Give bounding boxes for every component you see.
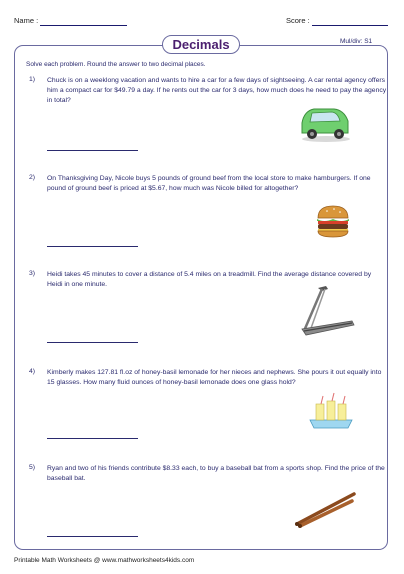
question-text: Kimberly makes 127.81 fl.oz of honey-basil lemonade for her nieces and nephews. She pours it out equally into 15 glasses. How many fluid ounces of honey-basil lemonade does one glass hold? — [47, 369, 382, 386]
car-icon — [298, 105, 352, 143]
answer-line — [47, 438, 138, 439]
treadmill-icon — [298, 285, 356, 337]
question-text: Chuck is on a weeklong vacation and wants to hire a car for a few days of sightseeing. A car rental agency offers him a compact car for $49.79 a day. If he rents out the car for 3 days, how much does he need to pay the agency in total? — [47, 77, 387, 104]
question-number: 2) — [29, 174, 36, 181]
worksheet-code: Mul/div: S1 — [340, 38, 373, 45]
question-text: Ryan and two of his friends contribute $8.33 each, to buy a baseball bat from a sports shop. Find the price of the baseball bat. — [47, 465, 385, 482]
question-number: 4) — [29, 368, 36, 375]
answer-line — [47, 150, 138, 151]
baseball-bat-icon — [294, 488, 358, 528]
name-line — [40, 25, 127, 26]
answer-line — [47, 246, 138, 247]
instructions: Solve each problem. Round the answer to two decimal places. — [26, 61, 206, 68]
worksheet-title: Decimals — [162, 35, 240, 54]
question-number: 5) — [29, 464, 36, 471]
answer-line — [47, 342, 138, 343]
question-text: On Thanksgiving Day, Nicole buys 5 pounds of ground beef from the local store to make hamburgers. If one pound of ground beef is priced at $5.67, how much was Nicole billed for altogether? — [47, 175, 371, 192]
question-number: 1) — [29, 76, 36, 83]
question-text: Heidi takes 45 minutes to cover a distance of 5.4 miles on a treadmill. Find the average distance covered by Heidi in one minute. — [47, 271, 372, 288]
name-label: Name : — [14, 16, 39, 25]
score-label: Score : — [286, 16, 310, 25]
hamburger-icon — [315, 203, 351, 239]
footer-credit: Printable Math Worksheets @ www.mathworksheets4kids.com — [14, 557, 195, 564]
question-number: 3) — [29, 270, 36, 277]
answer-line — [47, 536, 138, 537]
score-line — [312, 25, 388, 26]
lemonade-tray-icon — [308, 392, 354, 432]
